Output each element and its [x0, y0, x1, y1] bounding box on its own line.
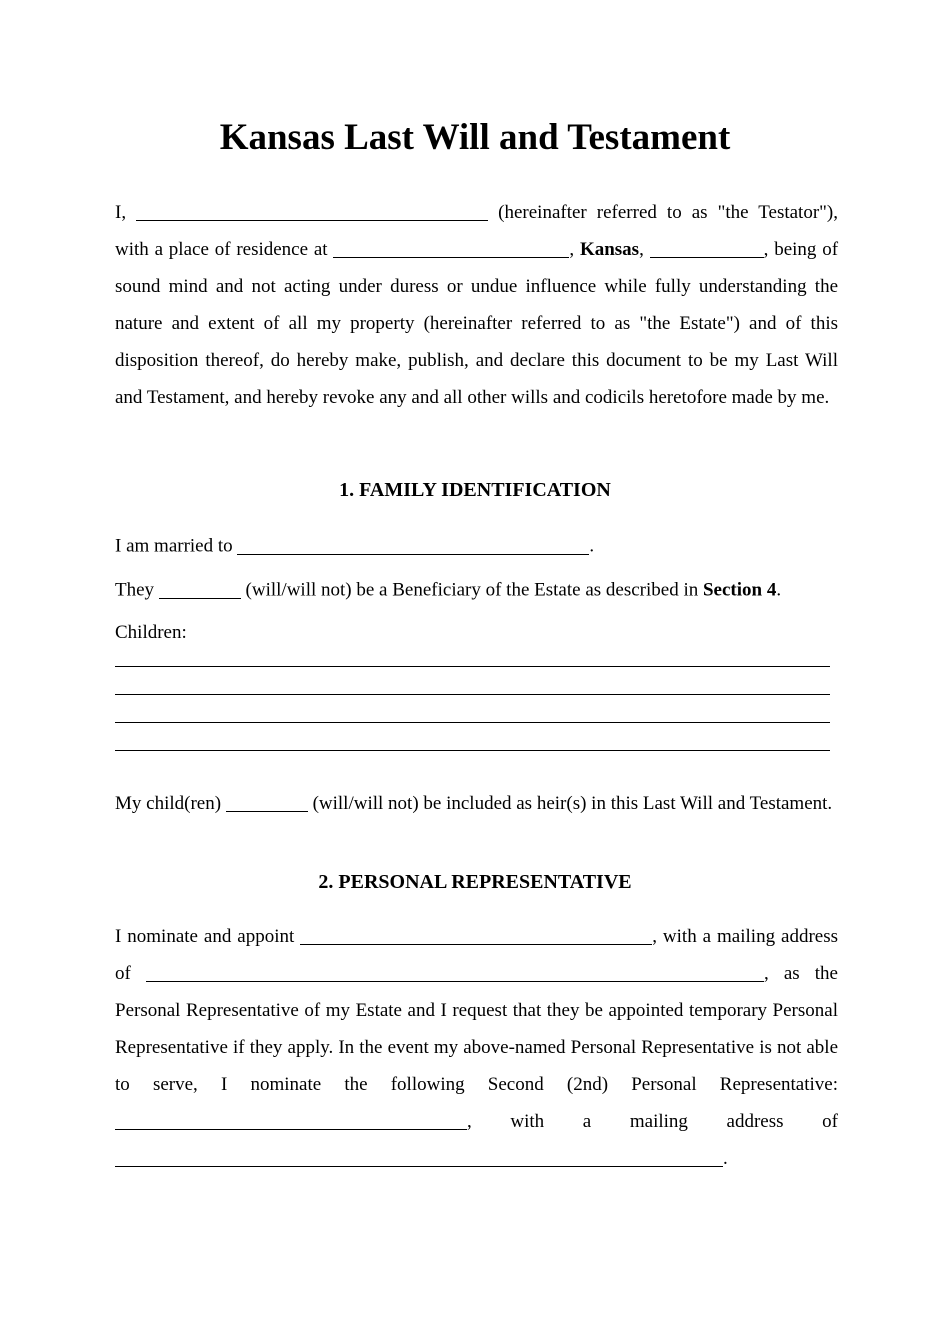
- child-line-2[interactable]: [115, 694, 830, 695]
- spouse-name-blank[interactable]: [237, 534, 589, 555]
- state-name: Kansas: [579, 239, 640, 260]
- spouse-will-blank[interactable]: [159, 578, 241, 599]
- representative-paragraph: [115, 918, 838, 1177]
- spouse-beneficiary-line: [115, 578, 838, 602]
- intro-paragraph: [115, 194, 838, 416]
- beneficiary-text: (will/will not) be a Beneficiary of the Estate as described in: [245, 579, 699, 601]
- rep-text-body: as the Personal Representative of my Estate and I request that they be appointed temporary Personal Representative if they apply. In the event my above-named Personal Representative is not able to serve, I nominate the following Second (2nd) Personal Representative:: [115, 963, 838, 1095]
- heirs-paragraph: [115, 789, 838, 818]
- second-representative-address-blank[interactable]: [115, 1146, 723, 1167]
- married-period: .: [589, 535, 595, 557]
- second-representative-name-blank[interactable]: [115, 1109, 467, 1130]
- document-title: Kansas Last Will and Testament: [219, 117, 731, 158]
- children-label: Children:: [115, 622, 187, 643]
- intro-text-testator: (hereinafter referred to as "the Testator"),: [498, 202, 838, 223]
- child-line-4[interactable]: [115, 750, 830, 751]
- section-4-reference: Section 4: [702, 579, 777, 601]
- testator-name-blank[interactable]: [136, 200, 488, 221]
- residence-zip-blank[interactable]: [650, 237, 764, 258]
- beneficiary-text-they: They: [115, 579, 155, 601]
- child-line-1[interactable]: [115, 666, 830, 667]
- representative-address-blank[interactable]: [146, 961, 764, 982]
- intro-comma: ,: [569, 239, 575, 260]
- intro-text-body: being of sound mind and not acting under duress or undue influence while fully understanding the nature and extent of all my property (hereinafter referred to as "the Estate") and of this disposition thereof, do hereby make, publish, and declare this document to be my Last Will and Testament, and hereby revoke any and all other wills and codicils heretofore made by me.: [115, 239, 839, 408]
- child-line-3[interactable]: [115, 722, 830, 723]
- children-will-blank[interactable]: [226, 791, 308, 812]
- section-2-heading: 2. PERSONAL REPRESENTATIVE: [318, 871, 632, 893]
- married-text: I am married to: [115, 535, 233, 557]
- rep-text-mailing-2: , with a mailing address of: [467, 1111, 838, 1132]
- residence-city-blank[interactable]: [333, 237, 569, 258]
- intro-text-i: I,: [115, 202, 127, 223]
- intro-comma: ,: [763, 239, 769, 260]
- intro-comma: ,: [639, 239, 644, 260]
- married-line: [115, 534, 838, 558]
- rep-period: .: [723, 1148, 728, 1169]
- representative-name-blank[interactable]: [300, 924, 652, 945]
- beneficiary-period: .: [776, 579, 782, 601]
- intro-text-residence: with a place of residence at: [115, 239, 328, 260]
- rep-comma: ,: [763, 963, 769, 984]
- rep-text-nominate: I nominate and appoint: [115, 926, 295, 947]
- rep-text-mailing: , with a mailing address of: [115, 926, 838, 984]
- heirs-text-b: (will/will not) be included as heir(s) in this Last Will and Testament.: [312, 793, 833, 814]
- heirs-text-a: My child(ren): [115, 793, 222, 814]
- section-1-heading: 1. FAMILY IDENTIFICATION: [339, 479, 611, 501]
